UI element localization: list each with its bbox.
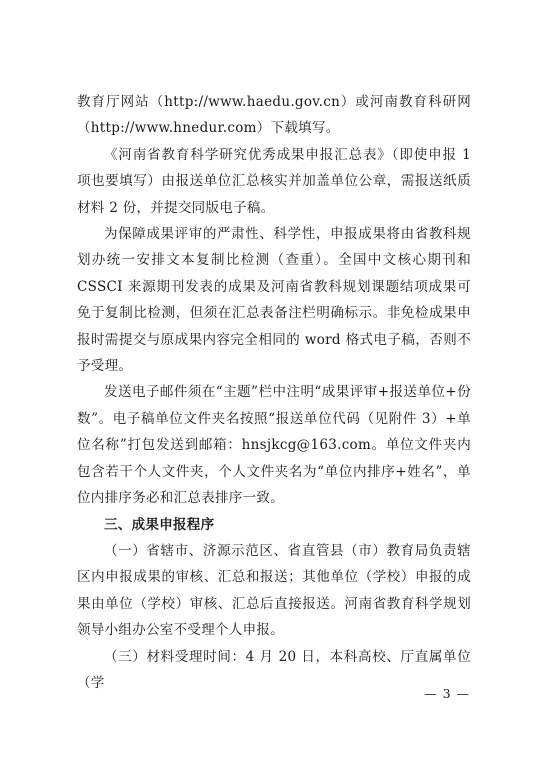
section-heading-procedure: 三、成果申报程序: [104, 516, 215, 533]
paragraph-plagiarism-check: 为保障成果评审的严肃性、科学性，申报成果将由省教科规划办统一安排文本复制比检测（查重）。全国中文核心期刊和 CSSCI 来源期刊发表的成果及河南省教科规划课题结项成果可免于复制比检测，但须在汇总表备注栏明确标示。非免检成果申报时需提交与原成果内容完全相同的 word 格式电子稿，否则不予受理。: [77, 226, 471, 375]
paragraph-procedure-item-3: （三）材料受理时间：4 月 20 日，本科高校、厅直属单位（学: [77, 648, 471, 691]
page-number: — 3 —: [424, 686, 470, 701]
paragraph-email-submission: 发送电子邮件须在“主题”栏中注明“成果评审+报送单位+份数”。电子稿单位文件夹名按照“报送单位代码（见附件 3）+单位名称”打包发送到邮箱：hnsjkcg@163.com。单位文件夹内包含若干个人文件夹，个人文件夹名为“单位内排序+姓名”，单位内排序务必和汇总表排序一致。: [77, 384, 471, 507]
paragraph-website-continuation: 教育厅网站（http://www.haedu.gov.cn）或河南教育科研网（http://www.hnedur.com）下载填写。: [77, 94, 471, 137]
paragraph-summary-form: 《河南省教育科学研究优秀成果申报汇总表》（即使申报 1 项也要填写）由报送单位汇总核实并加盖单位公章，需报送纸质材料 2 份，并提交同版电子稿。: [77, 146, 471, 216]
document-body: [77, 89, 471, 696]
paragraph-procedure-item-1: （一）省辖市、济源示范区、省直管县（市）教育局负责辖区内申报成果的审核、汇总和报送；其他单位（学校）申报的成果由单位（学校）审核、汇总后直接报送。河南省教育科学规划领导小组办公室不受理个人申报。: [77, 542, 471, 639]
